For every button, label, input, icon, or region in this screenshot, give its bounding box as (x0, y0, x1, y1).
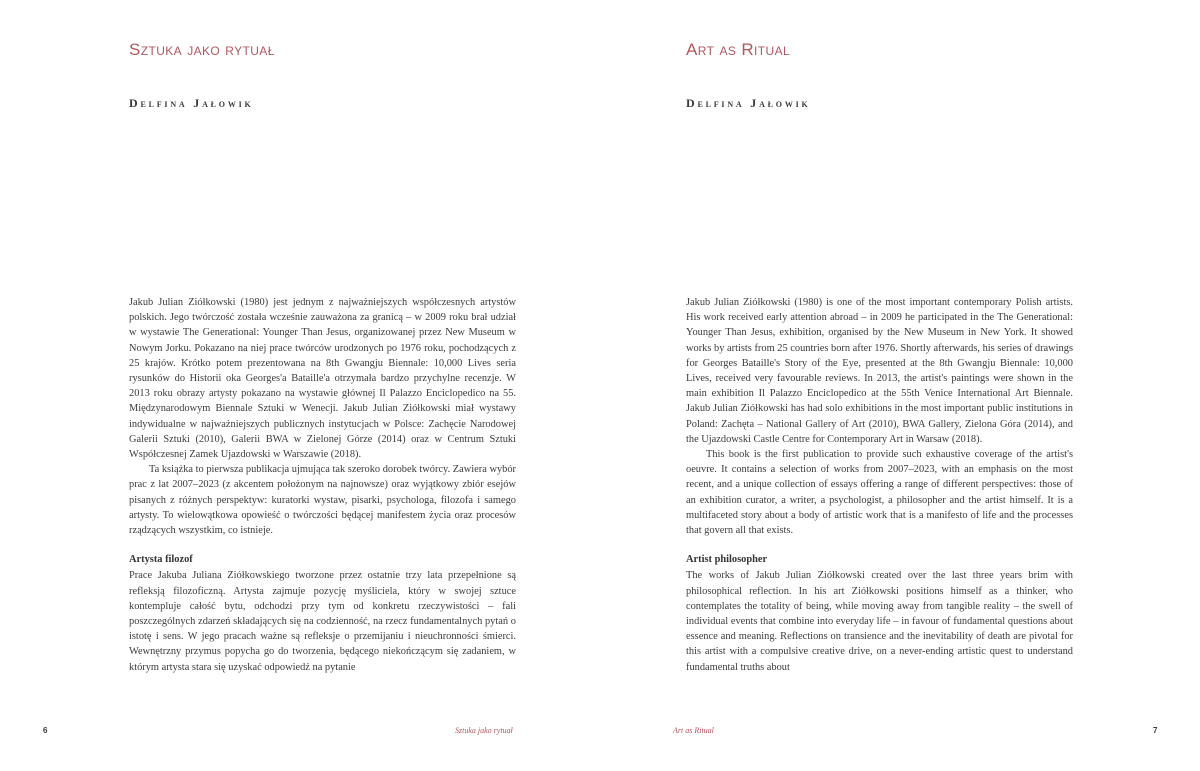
paragraph: Jakub Julian Ziółkowski (1980) is one of the most important contemporary Polish artists. His work received early attention abroad – in 2009 he participated in the The Generational: Younger Than Jesus, exhibition, organised by the New Museum in New York. It showed works by artists from 25 countries born after 1976. Shortly afterwards, his series of drawings for Georges Bataille's Story of the Eye, presented at the 8th Gwangju Biennale: 10,000 Lives, received very favourable reviews. In 2013, the artist's paintings were shown in the main exhibition Il Palazzo Enciclopedico at the 55th Venice International Art Biennale. Jakub Julian Ziółkowski has had solo exhibitions in the most important public institutions in Poland: Zachęta – National Gallery of Art (2010), BWA Gallery, Zielona Góra (2014), and the Ujazdowski Castle Centre for Contemporary Art in Warsaw (2018). (686, 297, 1073, 445)
running-head: Sztuka jako rytuał (455, 726, 513, 735)
paragraph: Ta książka to pierwsza publikacja ujmująca tak szeroko dorobek twórcy. Zawiera wybór prac z lat 2007–2023 (z akcentem położonym na najnowsze) oraz wyjątkowy zbiór esejów pisanych z różnych perspektyw: kuratorki wystaw, pisarki, psychologa, filozofa i samego artysty. To wielowątkowa opowieść o twórczości będącej manifestem życia oraz procesów rządzących wszystkim, co istnieje. (129, 464, 516, 537)
body-text (129, 295, 516, 675)
right-page (600, 0, 1200, 771)
paragraph: Jakub Julian Ziółkowski (1980) jest jednym z najważniejszych współczesnych artystów polskich. Jego twórczość została wcześnie zauważona za granicą – w 2009 roku brał udział w wystawie The Generational: Younger Than Jesus, organizowanej przez New Museum w Nowym Jorku. Pokazano na niej prace twórców urodzonych po 1976 roku, pochodzących z 25 krajów. Krótko potem prezentowana na 8th Gwangju Biennale: 10,000 Lives seria rysunków do Historii oka Georges'a Bataille'a otrzymała bardzo przychylne recenzje. W 2013 roku obrazy artysty pokazano na wystawie głównej Il Palazzo Enciclopedico na 55. Międzynarodowym Biennale Sztuki w Wenecji. Jakub Julian Ziółkowski miał wystawy indywidualne w najważniejszych publicznych instytucjach w Polsce: Zachęcie Narodowej Galerii Sztuki (2010), Galerii BWA w Zielonej Górze (2014) oraz w Centrum Sztuki Współczesnej Zamek Ujazdowski w Warszawie (2018). (129, 297, 516, 461)
running-head: Art as Ritual (673, 726, 714, 735)
body-text (686, 295, 1073, 675)
page-number: 6 (43, 726, 48, 735)
paragraph: The works of Jakub Julian Ziółkowski created over the last three years brim with philosophical reflection. In his art Ziółkowski positions himself as a thinker, who contemplates the totality of being, while moving away from tangible reality – the swell of individual events that combine into everyday life – in favour of fundamental questions about essence and meaning. Reflections on transience and the inevitability of death are pivotal for this artist with a compulsive creative drive, on a never-ending artistic quest to understand fundamental truths about (686, 570, 1073, 673)
author-name: Delfina Jałowik (129, 96, 254, 110)
page-title: Art as Ritual (686, 40, 791, 59)
paragraph: This book is the first publication to provide such exhaustive coverage of the artist's oeuvre. It contains a selection of works from 2007–2023, with an emphasis on the most recent, and a unique collection of essays offering a range of different perspectives: those of an exhibition curator, a writer, a psychologist, a philosopher and the artist himself. It is a multifaceted story about a body of artistic work that is a manifesto of life and the processes that govern all that exists. (686, 449, 1073, 537)
section-heading: Artist philosopher (686, 554, 768, 566)
page-number: 7 (1153, 726, 1158, 735)
author-name: Delfina Jałowik (686, 96, 811, 110)
page-title: Sztuka jako rytuał (129, 40, 275, 59)
paragraph: Prace Jakuba Juliana Ziółkowskiego tworzone przez ostatnie trzy lata przepełnione są refleksją filozoficzną. Artysta zajmuje pozycję myśliciela, który w swojej sztuce kontempluje całość bytu, odchodzi przy tym od konkretu rzeczywistości – fali poszczególnych zdarzeń składających się na codzienność, na rzecz fundamentalnych pytań o istotę i sens. W jego pracach ważne są refleksje o przemijaniu i nieuchronności śmierci. Wewnętrzny przymus popycha go do tworzenia, będącego niekończącym się zadaniem, w którym artysta stara się uzyskać odpowiedź na pytanie (129, 570, 516, 673)
section-heading: Artysta filozof (129, 554, 193, 566)
